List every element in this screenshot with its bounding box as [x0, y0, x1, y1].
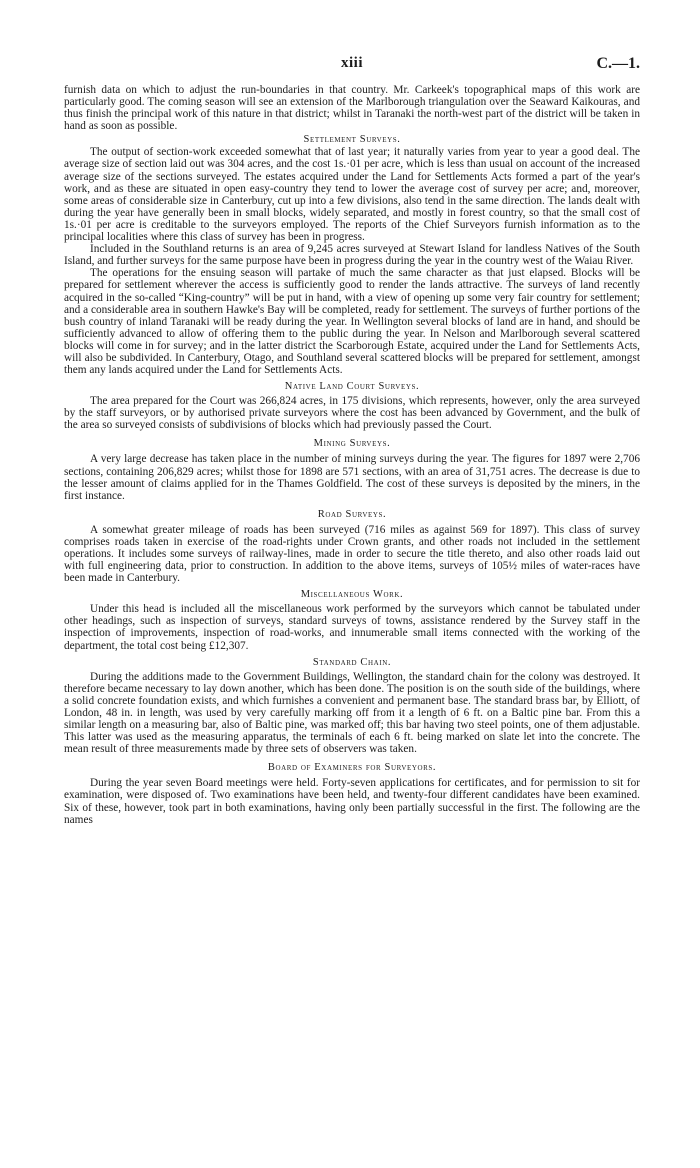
document-body [64, 84, 640, 826]
document-reference: C.—1. [596, 55, 640, 72]
body-paragraph: Included in the Southland returns is an area of 9,245 acres surveyed at Stewart Island for landless Natives of the South Island, and further surveys for the same purpose have been in progress during the year in the country west of the Waiau River. [64, 243, 640, 268]
section-heading-board-of-examiners: Board of Examiners for Surveyors. [267, 762, 437, 774]
section-heading-native-land-court-surveys: Native Land Court Surveys. [284, 381, 420, 393]
body-paragraph: During the additions made to the Government Buildings, Wellington, the standard chain for the colony was destroyed. It therefore became necessary to lay down another, which has been done. The position is on the south side of the buildings, where a solid concrete foundation exists, and which furnishes a convenient and permanent base. The standard brass bar, by Elliott, of London, 48 in. in length, was used by very carefully marking off from it a length of 6 ft. on a Baltic pine bar. From this a similar length on a measuring bar, also of Baltic pine, was marked off; this bar having two steel points, one of them adjustable. This latter was used as the measuring apparatus, the terminals of each 6 ft. being marked on slate let into the concrete. The mean result of three measurements made by three sets of observers was taken. [64, 670, 640, 756]
section-heading-road-surveys: Road Surveys. [317, 508, 387, 520]
body-paragraph: A very large decrease has taken place in the number of mining surveys during the year. The figures for 1897 were 2,706 sections, containing 206,829 acres; whilst those for 1898 are 571 sections, with an area of 31,751 acres. The decrease is due to the lesser amount of claims applied for in the Thames Goldfield. The cost of these surveys is deposited by the miners, in the first instance. [64, 453, 640, 502]
section-heading-mining-surveys: Mining Surveys. [313, 438, 391, 450]
body-paragraph: furnish data on which to adjust the run-boundaries in that country. Mr. Carkeek's topographical maps of this work are particularly good. The coming season will see an extension of the Marlborough triangulation over the Seaward Kaikouras, and thus finish the principal work of this nature in that district; whilst in Taranaki the north-west part of the district will be taken in hand as soon as possible. [64, 84, 640, 133]
body-paragraph: The area prepared for the Court was 266,824 acres, in 175 divisions, which represents, however, only the area surveyed by the staff surveyors, or by authorised private surveyors where the cost has been advanced by Government, and the bulk of the area so surveyed consists of subdivisions of blocks which had previously passed the Court. [64, 395, 640, 432]
section-heading-standard-chain: Standard Chain. [312, 656, 392, 668]
body-paragraph: Under this head is included all the miscellaneous work performed by the surveyors which cannot be tabulated under other headings, such as inspection of surveys, standard surveys of towns, assistance rendered by the Survey staff in the inspection of improvements, inspection of road-works, and innumerable small items connected with the working of the department, the total cost being £12,307. [64, 603, 640, 652]
section-heading-miscellaneous-work: Miscellaneous Work. [300, 589, 404, 601]
section-heading-settlement-surveys: Settlement Surveys. [303, 134, 401, 146]
body-paragraph: The output of section-work exceeded somewhat that of last year; it naturally varies from year to year a good deal. The average size of section laid out was 304 acres, and the cost 1s.·01 per acre, which is less than usual on account of the increased average size of the sections surveyed. The estates acquired under the Land for Settlements Acts formed a part of the year's work, and as these are situated in open easy-country they tend to lower the average cost of survey per acre; and, moreover, some areas of considerable size in Canterbury, cut up into a few divisions, also tend in the same direction. The lands dealt with during the year have generally been in small blocks, widely separated, and mostly in forest country, so that the small cost of 1s.·01 per acre is creditable to the surveyors employed. The reports of the Chief Surveyors furnish information as to the principal localities where this class of survey has been in progress. [64, 146, 640, 244]
page-header [64, 55, 640, 77]
body-paragraph: The operations for the ensuing season will partake of much the same character as that just elapsed. Blocks will be prepared for settlement wherever the access is sufficiently good to render the lands attractive. The surveys of land recently acquired in the so-called “King-country” will be put in hand, with a view of opening up some very fair country for settlement; and a considerable area in southern Hawke's Bay will be completed, ready for settlement. The surveys of further portions of the bush country of inland Taranaki will be ready during the year. In Wellington several blocks of land are in hand, and should be sufficiently advanced to allow of offering them to the public during the year. In Nelson and Marlborough several scattered blocks will come in for survey; and in the latter district the Scarborough Estate, acquired under the Land for Settlements Acts, will also be subdivided. In Canterbury, Otago, and Southland several scattered blocks will be prepared for settlement, amongst them any lands acquired under the Land for Settlements Acts. [64, 267, 640, 377]
body-paragraph: A somewhat greater mileage of roads has been surveyed (716 miles as against 569 for 1897). This class of survey comprises roads taken in exercise of the road-rights under Crown grants, and other roads not included in the settlement operations. It includes some surveys of railway-lines, made in order to secure the title thereto, and also other roads laid out with full engineering data, prior to construction. In addition to the above items, surveys of 105½ miles of water-races have been made in Canterbury. [64, 523, 640, 585]
page-number: xiii [340, 55, 363, 71]
body-paragraph: During the year seven Board meetings were held. Forty-seven applications for certificates, and for permission to sit for examination, were disposed of. Two examinations have been held, and twenty-four different candidates have been examined. Six of these, however, took part in both examinations, having only been partially successful in the first. The following are the names [64, 777, 640, 826]
